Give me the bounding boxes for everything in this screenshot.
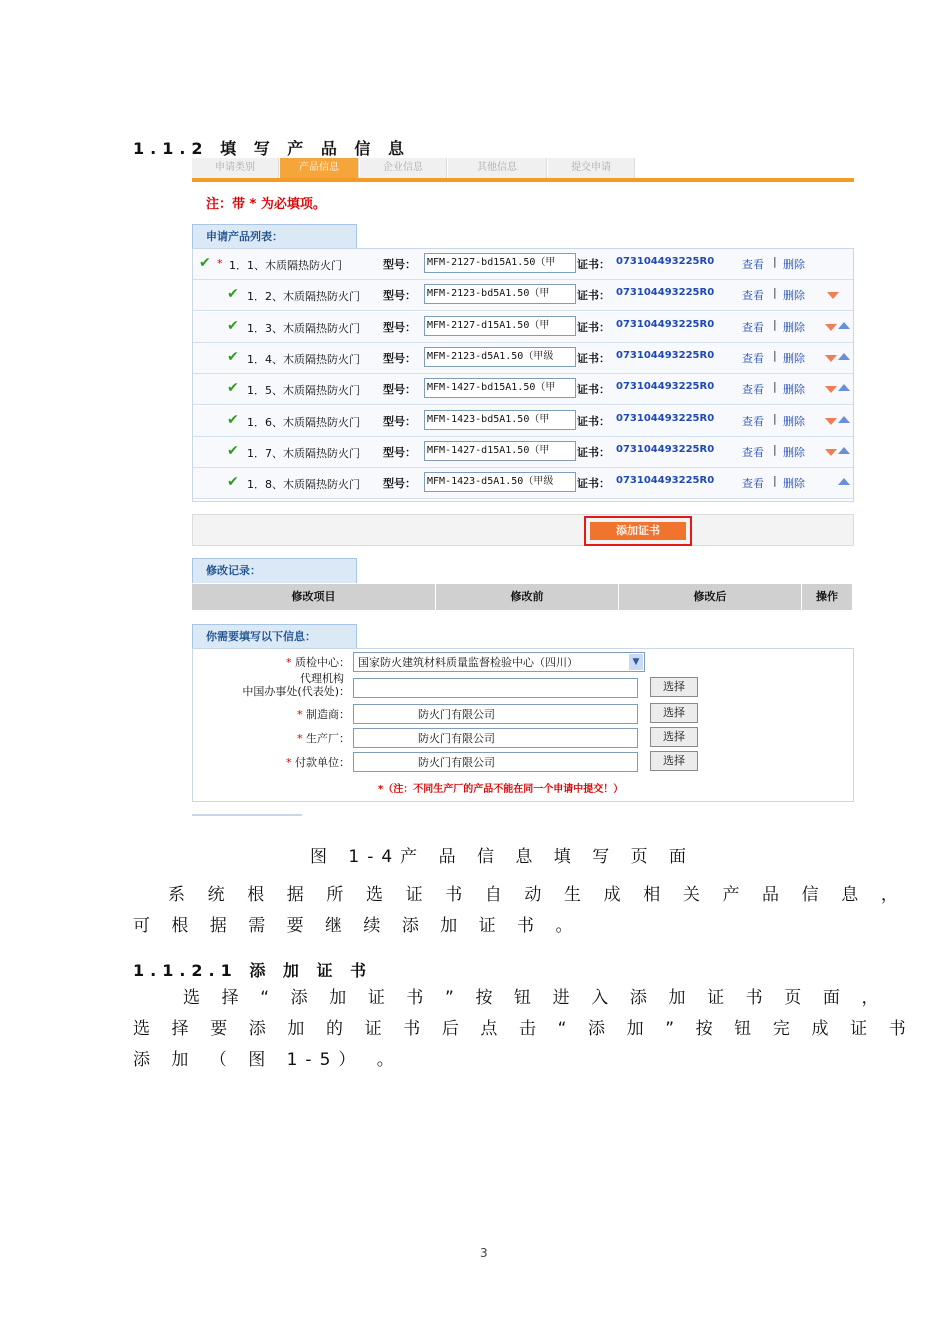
link-separator: | — [773, 474, 777, 488]
product-info-screenshot — [192, 158, 854, 818]
qc-select[interactable] — [353, 652, 645, 672]
model-input[interactable]: MFM-1423-bd5A1.50（甲 — [424, 410, 576, 430]
add-cert-bar — [192, 514, 854, 546]
mod-col-before: 修改前 — [436, 584, 619, 610]
delete-link[interactable]: 删除 — [783, 414, 805, 428]
check-icon: ✔ — [227, 317, 239, 334]
qc-select-value: 国家防火建筑材料质量监督检验中心（四川） — [358, 656, 578, 669]
para2-line2: 选 择 要 添 加 的 证 书 后 点 击 “ 添 加 ” 按 钮 完 成 证 书 — [133, 1019, 914, 1039]
cert-number: 073104493225R0 — [616, 381, 715, 393]
maker-label-text: 制造商： — [306, 708, 350, 721]
product-name: 1．4、木质隔热防火门 — [247, 352, 360, 366]
move-up-icon[interactable] — [838, 416, 850, 423]
product-list-title: 申请产品列表： — [192, 224, 357, 249]
agency-select-button[interactable]: 选择 — [650, 677, 698, 697]
move-up-icon[interactable] — [838, 322, 850, 329]
product-name: 1．6、木质隔热防火门 — [247, 415, 360, 429]
cert-number: 073104493225R0 — [616, 475, 715, 487]
product-name: 1．1、木质隔热防火门 — [229, 259, 342, 272]
delete-link[interactable]: 删除 — [783, 351, 805, 365]
view-link[interactable]: 查看 — [742, 289, 764, 303]
model-input[interactable]: MFM-1423-d5A1.50（甲级 — [424, 472, 576, 492]
required-mark: * — [286, 656, 292, 669]
qc-label — [252, 654, 350, 670]
product-name: 1．3、木质隔热防火门 — [247, 321, 360, 335]
product-name: 1．2、木质隔热防火门 — [247, 290, 360, 304]
factory-select-button[interactable]: 选择 — [650, 727, 698, 747]
check-icon: ✔ — [227, 442, 239, 459]
link-separator: | — [773, 442, 777, 456]
required-mark: * — [286, 756, 292, 769]
cert-number: 073104493225R0 — [616, 443, 715, 455]
factory-label — [252, 730, 350, 746]
agency-label-line1: 代理机构 — [300, 672, 344, 685]
check-icon: ✔ — [227, 411, 239, 428]
agency-label-line2: 中国办事处(代表处)： — [242, 685, 350, 698]
check-icon: ✔ — [227, 380, 239, 397]
view-link[interactable]: 查看 — [742, 351, 764, 365]
product-name: 1．8、木质隔热防火门 — [247, 478, 360, 492]
view-link[interactable]: 查看 — [742, 320, 764, 334]
page-number: 3 — [480, 1246, 488, 1260]
link-separator: | — [773, 255, 777, 268]
delete-link[interactable]: 删除 — [783, 477, 805, 491]
required-mark: * — [297, 708, 303, 721]
tab-underline — [192, 178, 854, 182]
payer-label-text: 付款单位： — [295, 756, 350, 769]
required-mark: * — [297, 732, 303, 745]
product-row — [193, 374, 853, 405]
product-name: 1．5、木质隔热防火门 — [247, 384, 360, 398]
move-down-icon[interactable] — [825, 386, 837, 393]
link-separator: | — [773, 317, 777, 331]
model-label: 型号： — [383, 477, 416, 491]
product-row — [193, 280, 853, 311]
product-name: 1．7、木质隔热防火门 — [247, 446, 360, 460]
check-icon: ✔ — [227, 348, 239, 365]
cert-label: 证书： — [577, 258, 610, 271]
mod-col-action: 操作 — [802, 584, 853, 610]
delete-link[interactable]: 删除 — [783, 445, 805, 459]
link-separator: | — [773, 286, 777, 300]
tab-other-info[interactable]: 其他信息 — [448, 158, 547, 180]
model-label: 型号： — [383, 289, 416, 303]
maker-label — [252, 706, 350, 722]
delete-link[interactable]: 删除 — [783, 383, 805, 397]
view-link[interactable]: 查看 — [742, 414, 764, 428]
move-up-icon[interactable] — [838, 447, 850, 454]
figure-caption: 图 1-4产 品 信 息 填 写 页 面 — [310, 847, 694, 867]
required-mark: * — [217, 257, 223, 270]
mod-col-item: 修改项目 — [192, 584, 436, 610]
check-icon: ✔ — [227, 474, 239, 491]
qc-label-text: 质检中心： — [295, 656, 350, 669]
view-link[interactable]: 查看 — [742, 445, 764, 459]
cert-label: 证书： — [577, 320, 610, 334]
delete-link[interactable]: 删除 — [783, 258, 805, 271]
section-heading-1-1-2-1: 1.1.2.1 添 加 证 书 — [133, 961, 373, 980]
move-down-icon[interactable] — [825, 355, 837, 362]
tab-company-info[interactable]: 企业信息 — [360, 158, 447, 180]
model-input[interactable]: MFM-1427-bd15A1.50（甲 — [424, 378, 576, 398]
cert-number: 073104493225R0 — [616, 412, 715, 424]
model-input[interactable]: MFM-1427-d15A1.50（甲 — [424, 441, 576, 461]
model-label: 型号： — [383, 445, 416, 459]
check-icon: ✔ — [227, 286, 239, 303]
tab-apply-category[interactable]: 申请类别 — [192, 158, 279, 180]
chevron-down-icon: ▼ — [629, 654, 643, 670]
factory-input[interactable]: 防火门有限公司 — [353, 728, 638, 748]
view-link[interactable]: 查看 — [742, 477, 764, 491]
para1-line2: 可 根 据 需 要 继 续 添 加 证 书 。 — [133, 916, 581, 936]
product-row — [193, 437, 853, 468]
cert-label: 证书： — [577, 351, 610, 365]
view-link[interactable]: 查看 — [742, 258, 764, 271]
product-row — [193, 468, 853, 499]
cert-label: 证书： — [577, 477, 610, 491]
payer-label — [252, 754, 350, 770]
model-input[interactable]: MFM-2127-d15A1.50（甲 — [424, 316, 576, 336]
product-row — [193, 249, 853, 280]
required-note: 注：带 * 为必填项。 — [206, 197, 326, 212]
product-list — [192, 248, 854, 502]
mod-record-title: 修改记录： — [192, 558, 357, 583]
payer-input[interactable]: 防火门有限公司 — [353, 752, 638, 772]
cert-label: 证书： — [577, 289, 610, 303]
model-label: 型号： — [383, 383, 416, 397]
cert-label: 证书： — [577, 383, 610, 397]
model-label: 型号： — [383, 258, 416, 271]
move-up-icon[interactable] — [838, 384, 850, 391]
info-title: 你需要填写以下信息： — [192, 624, 357, 649]
check-icon: ✔ — [199, 255, 211, 271]
cert-label: 证书： — [577, 445, 610, 459]
tab-submit[interactable]: 提交申请 — [548, 158, 635, 180]
move-down-icon[interactable] — [825, 418, 837, 425]
add-cert-button-label: 添加证书 — [590, 522, 686, 540]
para1-line1: 系 统 根 据 所 选 证 书 自 动 生 成 相 关 产 品 信 息 ， — [168, 885, 907, 905]
para2-line1: 选 择 “ 添 加 证 书 ” 按 钮 进 入 添 加 证 书 页 面 ， — [183, 988, 887, 1008]
mod-record-table-header — [192, 584, 852, 610]
add-cert-button[interactable] — [584, 516, 692, 546]
cert-number: 073104493225R0 — [616, 287, 715, 299]
move-down-icon[interactable] — [827, 292, 839, 299]
bottom-divider — [192, 814, 302, 816]
model-input[interactable]: MFM-2123-d5A1.50（甲级 — [424, 347, 576, 367]
cert-number: 073104493225R0 — [616, 318, 715, 330]
move-up-icon[interactable] — [838, 353, 850, 360]
move-up-icon[interactable] — [838, 478, 850, 485]
cert-number: 073104493225R0 — [616, 349, 715, 361]
product-row — [193, 406, 853, 437]
payer-select-button[interactable]: 选择 — [650, 751, 698, 771]
view-link[interactable]: 查看 — [742, 383, 764, 397]
move-down-icon[interactable] — [825, 449, 837, 456]
delete-link[interactable]: 删除 — [783, 320, 805, 334]
product-row — [193, 343, 853, 374]
model-input[interactable]: MFM-2127-bd15A1.50（甲 — [424, 253, 576, 273]
move-down-icon[interactable] — [825, 324, 837, 331]
tab-product-info[interactable]: 产品信息 — [280, 158, 359, 180]
factory-label-text: 生产厂： — [306, 732, 350, 745]
mod-col-after: 修改后 — [619, 584, 802, 610]
model-label: 型号： — [383, 320, 416, 334]
model-label: 型号： — [383, 414, 416, 428]
maker-input[interactable]: 防火门有限公司 — [353, 704, 638, 724]
agency-input[interactable] — [353, 678, 638, 698]
same-factory-warning: *（注：不同生产厂的产品不能在同一个申请中提交！） — [378, 784, 624, 795]
agency-label — [212, 672, 350, 698]
link-separator: | — [773, 380, 777, 394]
section-heading-1-1-2: 1.1.2 填 写 产 品 信 息 — [133, 139, 410, 158]
delete-link[interactable]: 删除 — [783, 289, 805, 303]
wizard-tabs — [192, 158, 854, 180]
cert-number: 073104493225R0 — [616, 256, 715, 267]
link-separator: | — [773, 348, 777, 362]
para2-line3: 添 加 （ 图 1-5） 。 — [133, 1050, 402, 1070]
model-label: 型号： — [383, 351, 416, 365]
product-row — [193, 312, 853, 343]
link-separator: | — [773, 411, 777, 425]
maker-select-button[interactable]: 选择 — [650, 703, 698, 723]
model-input[interactable]: MFM-2123-bd5A1.50（甲 — [424, 284, 576, 304]
cert-label: 证书： — [577, 414, 610, 428]
